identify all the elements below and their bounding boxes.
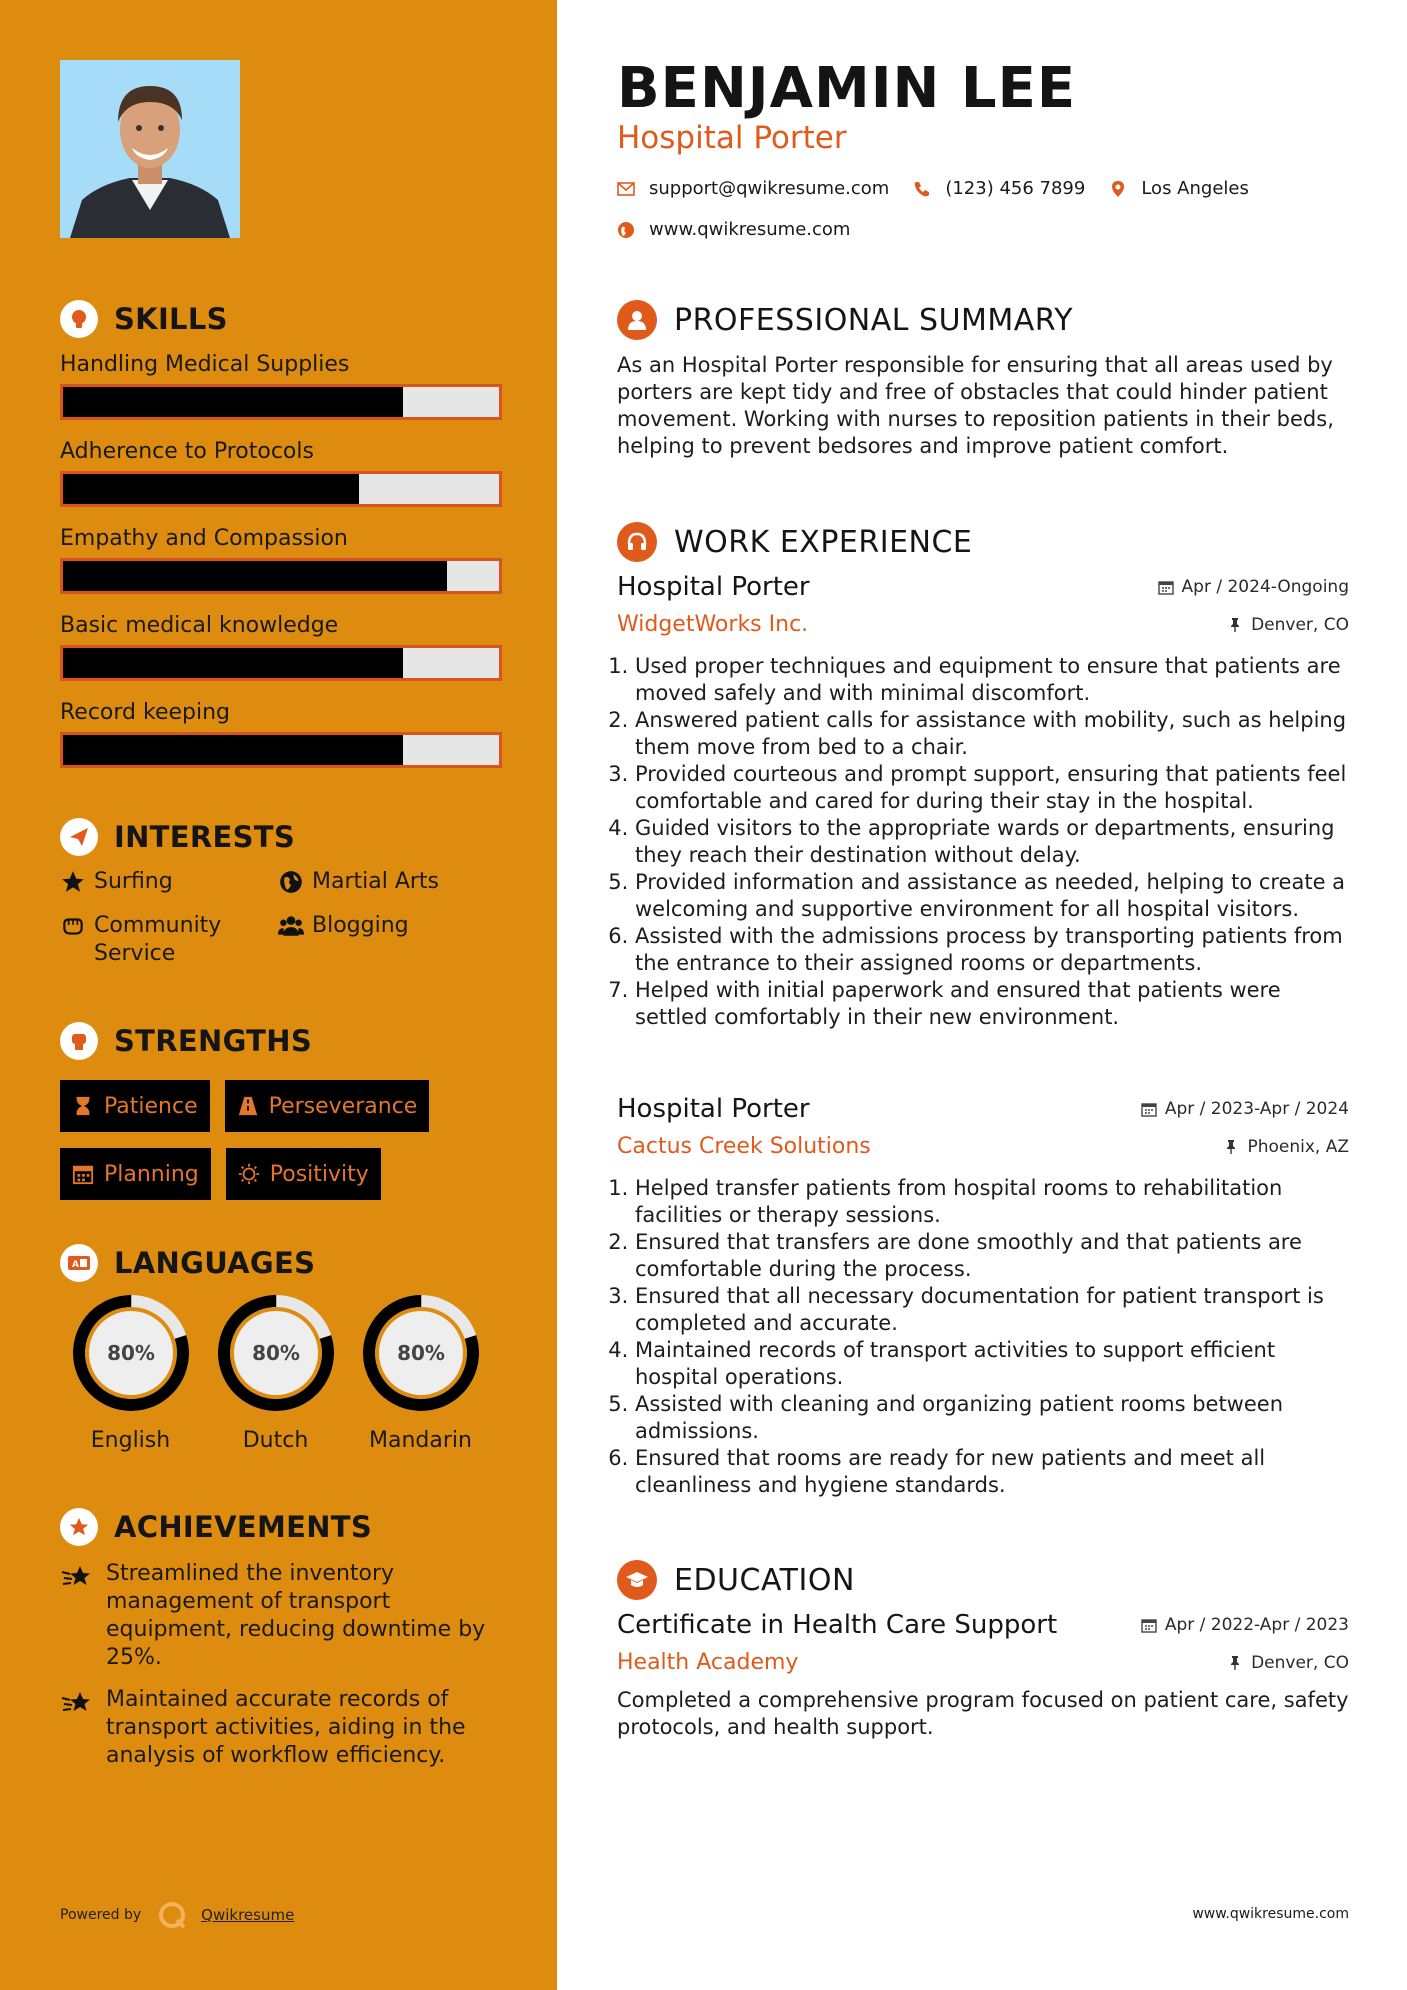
education-date: Apr / 2022-Apr / 2023 [1141,1615,1349,1635]
globe-icon [617,221,635,239]
interests-list [60,868,530,968]
powered-by: Powered by Qwikresume [60,1900,294,1930]
candidate-name: BENJAMIN LEE [617,56,1077,121]
achievements-list [60,1560,510,1784]
phone-text: (123) 456 7899 [945,178,1086,199]
envelope-icon [617,180,635,198]
website-row [617,219,850,240]
skill-item [60,524,502,611]
job-bullet: 6. Assisted with the admissions process by transporting patients from the entrance to their assigned rooms or departments. [635,923,1349,977]
language-name: Dutch [242,1428,309,1453]
skill-label: Handling Medical Supplies [60,352,350,377]
language-ring [215,1292,337,1414]
skill-bar [60,558,502,594]
language-percent: 80% [106,1341,155,1365]
skill-label: Adherence to Protocols [60,439,314,464]
email-link[interactable]: support@qwikresume.com [649,178,890,199]
education-location: Denver, CO [1227,1653,1349,1673]
skill-bar-fill [63,648,403,678]
job-company: WidgetWorks Inc. [617,612,809,637]
skill-label: Basic medical knowledge [60,613,339,638]
calendar-icon [1158,579,1174,595]
strength-badge: Planning [60,1148,211,1200]
pushpin-icon [1227,1655,1243,1671]
road-icon [237,1095,259,1117]
qwikresume-link[interactable]: Qwikresume [201,1906,295,1924]
lightbulb-icon [60,300,98,338]
footer-website[interactable]: www.qwikresume.com [1192,1906,1349,1922]
job-bullet: 2. Answered patient calls for assistance with mobility, such as helping them move from bed to a chair. [635,707,1349,761]
candidate-title: Hospital Porter [617,120,847,156]
profile-photo [60,60,240,238]
job-bullet: 6. Ensured that rooms are ready for new patients and meet all cleanliness and hygiene standards. [635,1445,1349,1499]
job-entry [617,1094,1349,1499]
fist-icon [60,1022,98,1060]
svg-text:A: A [72,1260,79,1270]
job-location: Denver, CO [1227,615,1349,635]
shooting-star-icon [60,1686,92,1718]
language-name: English [90,1428,171,1453]
language-ring [70,1292,192,1414]
interest-item: Surfing [60,868,278,896]
interests-heading: INTERESTS [60,818,295,856]
skill-item [60,611,502,698]
summary-heading: PROFESSIONAL SUMMARY [617,300,1073,340]
job-bullet: 5. Assisted with cleaning and organizing patient rooms between admissions. [635,1391,1349,1445]
job-bullet: 7. Helped with initial paperwork and ensured that patients were settled comfortably in their new environment. [635,977,1349,1031]
job-bullet: 2. Ensured that transfers are done smoothly and that patients are comfortable during the process. [635,1229,1349,1283]
language-item [348,1292,493,1453]
job-date: Apr / 2024-Ongoing [1158,577,1349,597]
job-bullet: 3. Provided courteous and prompt support, ensuring that patients feel comfortable and cared for during their stay in the hospital. [635,761,1349,815]
star-icon [60,869,86,895]
hourglass-icon [72,1095,94,1117]
achievement-item: Streamlined the inventory management of transport equipment, reducing downtime by 25%. [60,1560,510,1672]
job-bullet: 5. Provided information and assistance as needed, helping to create a welcoming and supportive environment for all hospital visitors. [635,869,1349,923]
pushpin-icon [1223,1139,1239,1155]
contact-row [617,178,1273,199]
paper-plane-icon [60,818,98,856]
achievements-heading: ACHIEVEMENTS [60,1508,372,1546]
qwikresume-logo-icon [157,1900,187,1930]
job-company: Cactus Creek Solutions [617,1134,871,1159]
job-bullets [617,653,1349,1031]
language-name: Mandarin [369,1428,472,1453]
language-ring [360,1292,482,1414]
skill-bar-fill [63,474,359,504]
skill-bar [60,471,502,507]
skill-bar [60,645,502,681]
job-role: Hospital Porter [617,1094,810,1124]
calendar-icon [1141,1617,1157,1633]
interest-item: Martial Arts [278,868,508,896]
map-pin-icon [1109,180,1127,198]
experience-heading: WORK EXPERIENCE [617,522,972,562]
strength-badge: Positivity [226,1148,381,1200]
shooting-star-icon [60,1560,92,1592]
users-icon [278,913,304,939]
pushpin-icon [1227,617,1243,633]
education-entry [617,1610,1349,1741]
job-bullet: 3. Ensured that all necessary documentation for patient transport is completed and accurate. [635,1283,1349,1337]
strength-badge: Patience [60,1080,210,1132]
job-bullet: 1. Used proper techniques and equipment to ensure that patients are moved safely and with minimal discomfort. [635,653,1349,707]
skill-label: Empathy and Compassion [60,526,348,551]
globe-icon [278,869,304,895]
sidebar [0,0,557,1990]
star-badge-icon [60,1508,98,1546]
job-bullet: 4. Maintained records of transport activities to support efficient hospital operations. [635,1337,1349,1391]
user-icon [617,300,657,340]
education-heading: EDUCATION [617,1560,855,1600]
skill-item [60,437,502,524]
job-role: Hospital Porter [617,572,810,602]
calendar-icon [1141,1101,1157,1117]
graduation-cap-icon [617,1560,657,1600]
location-text: Los Angeles [1141,178,1249,199]
skill-bar-fill [63,387,403,417]
education-school: Health Academy [617,1650,799,1675]
job-entry [617,572,1349,1031]
skill-label: Record keeping [60,700,231,725]
job-location: Phoenix, AZ [1223,1137,1349,1157]
language-icon [60,1244,98,1282]
headset-icon [617,522,657,562]
phone-icon [913,180,931,198]
skill-item [60,698,502,785]
calendar-icon [72,1163,94,1185]
skill-item [60,350,502,437]
skill-bar [60,732,502,768]
skill-bar-fill [63,735,403,765]
language-percent: 80% [396,1341,445,1365]
hand-icon [60,913,86,939]
skill-bar-fill [63,561,447,591]
skills-heading: SKILLS [60,300,228,338]
website-link[interactable]: www.qwikresume.com [649,219,851,240]
education-description: Completed a comprehensive program focused on patient care, safety protocols, and health support. [617,1688,1349,1739]
skill-bar [60,384,502,420]
job-bullets [617,1175,1349,1499]
languages-list [58,1292,493,1453]
achievement-item: Maintained accurate records of transport activities, aiding in the analysis of workflow efficiency. [60,1686,510,1770]
interest-item: Community Service [60,912,278,968]
strength-badge: Perseverance [225,1080,430,1132]
interest-item: Blogging [278,912,508,968]
skills-list [60,350,502,785]
job-date: Apr / 2023-Apr / 2024 [1141,1099,1349,1119]
language-item [58,1292,203,1453]
job-bullet: 1. Helped transfer patients from hospital rooms to rehabilitation facilities or therapy sessions. [635,1175,1349,1229]
summary-text: As an Hospital Porter responsible for ensuring that all areas used by porters are kept tidy and free of obstacles that could hinder patient movement. Working with nurses to reposition patients in their beds, helping to prevent bedsores and improve patient comfort. [617,353,1334,458]
education-degree: Certificate in Health Care Support [617,1610,1058,1640]
strengths-heading: STRENGTHS [60,1022,312,1060]
language-percent: 80% [251,1341,300,1365]
language-item [203,1292,348,1453]
job-bullet: 4. Guided visitors to the appropriate wards or departments, ensuring they reach their destination without delay. [635,815,1349,869]
strengths-list [60,1080,520,1200]
sun-icon [238,1163,260,1185]
languages-heading: A LANGUAGES [60,1244,315,1282]
